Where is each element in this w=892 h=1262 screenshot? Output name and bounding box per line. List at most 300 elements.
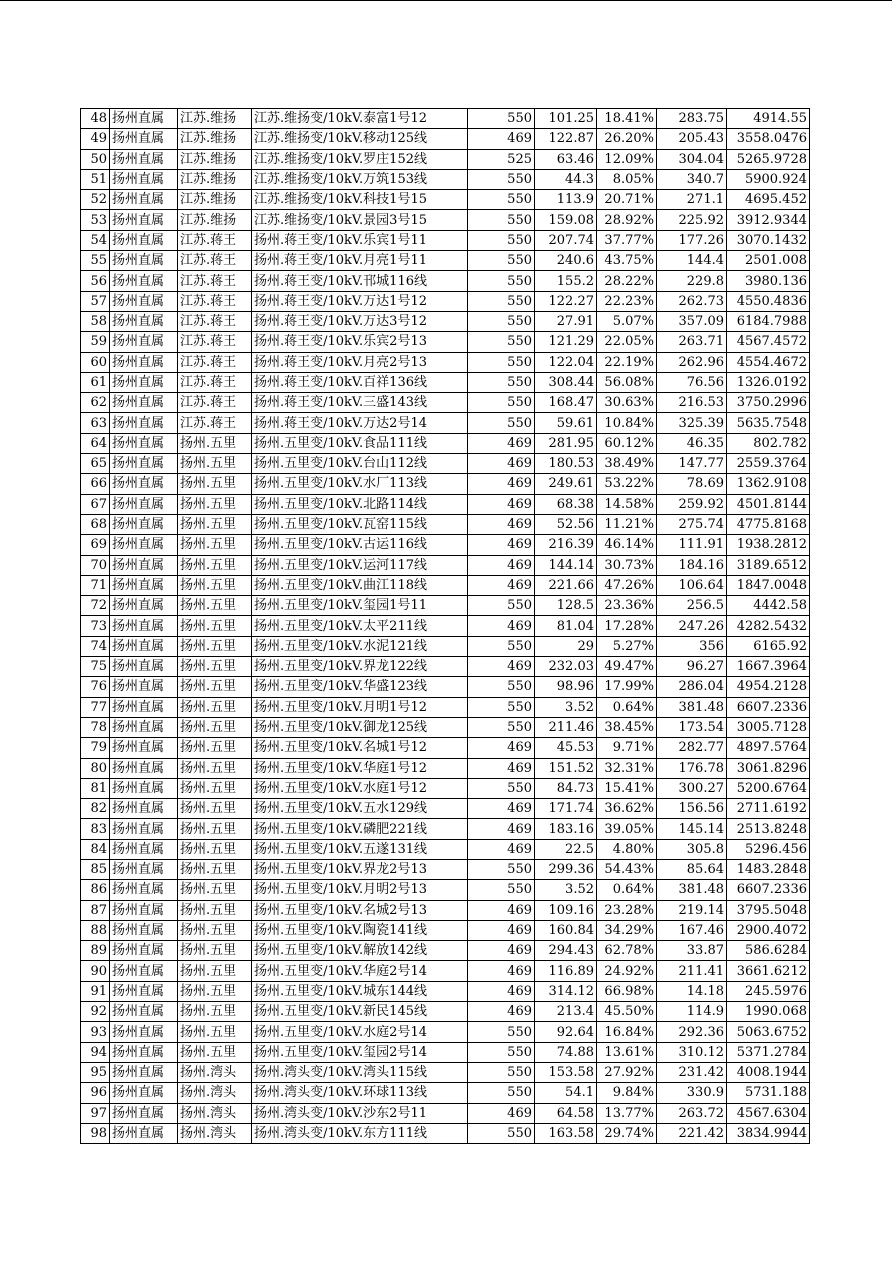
- table-row: [81, 1022, 810, 1042]
- line-name-cell: 扬州.五里变/10kV.名城2号13: [252, 900, 468, 920]
- row-index-cell: 53: [81, 210, 110, 230]
- company-cell: 扬州直属: [110, 109, 178, 129]
- table-row: [81, 1062, 810, 1082]
- line-name-cell: 扬州.五里变/10kV.玺园1号11: [252, 596, 468, 616]
- line-name-cell: 扬州.五里变/10kV.城东144线: [252, 981, 468, 1001]
- capacity-cell: 469: [468, 1002, 535, 1022]
- company-cell: 扬州直属: [110, 190, 178, 210]
- load-cell: 116.89: [535, 961, 597, 981]
- row-index-cell: 95: [81, 1062, 110, 1082]
- capacity-cell: 550: [468, 291, 535, 311]
- substation-cell: 扬州.五里: [178, 494, 252, 514]
- remaining-cell: 78.69: [657, 474, 727, 494]
- load-rate-cell: 38.45%: [597, 717, 657, 737]
- load-rate-cell: 36.62%: [597, 799, 657, 819]
- capacity-cell: 550: [468, 109, 535, 129]
- load-cell: 299.36: [535, 859, 597, 879]
- table-row: [81, 1123, 810, 1143]
- row-index-cell: 55: [81, 251, 110, 271]
- table-row: [81, 535, 810, 555]
- row-index-cell: 98: [81, 1123, 110, 1143]
- remaining-cell: 145.14: [657, 819, 727, 839]
- row-index-cell: 94: [81, 1042, 110, 1062]
- substation-cell: 江苏.蒋王: [178, 271, 252, 291]
- value-cell: 4501.8144: [727, 494, 810, 514]
- value-cell: 4914.55: [727, 109, 810, 129]
- substation-cell: 江苏.维扬: [178, 210, 252, 230]
- load-rate-cell: 10.84%: [597, 413, 657, 433]
- load-cell: 29: [535, 636, 597, 656]
- table-row: [81, 859, 810, 879]
- load-cell: 308.44: [535, 372, 597, 392]
- value-cell: 6607.2336: [727, 880, 810, 900]
- line-name-cell: 扬州.蒋王变/10kV.万达1号12: [252, 291, 468, 311]
- substation-cell: 扬州.湾头: [178, 1103, 252, 1123]
- company-cell: 扬州直属: [110, 332, 178, 352]
- row-index-cell: 57: [81, 291, 110, 311]
- load-cell: 64.58: [535, 1103, 597, 1123]
- substation-cell: 扬州.五里: [178, 636, 252, 656]
- load-rate-cell: 13.77%: [597, 1103, 657, 1123]
- line-name-cell: 扬州.五里变/10kV.水厂113线: [252, 474, 468, 494]
- capacity-cell: 469: [468, 616, 535, 636]
- row-index-cell: 49: [81, 129, 110, 149]
- substation-cell: 扬州.五里: [178, 535, 252, 555]
- line-name-cell: 扬州.五里变/10kV.名城1号12: [252, 738, 468, 758]
- table-row: [81, 352, 810, 372]
- remaining-cell: 275.74: [657, 514, 727, 534]
- table-row: [81, 1002, 810, 1022]
- load-cell: 122.87: [535, 129, 597, 149]
- line-name-cell: 扬州.五里变/10kV.界龙122线: [252, 657, 468, 677]
- capacity-cell: 550: [468, 372, 535, 392]
- value-cell: 6165.92: [727, 636, 810, 656]
- value-cell: 1667.3964: [727, 657, 810, 677]
- row-index-cell: 56: [81, 271, 110, 291]
- remaining-cell: 205.43: [657, 129, 727, 149]
- substation-cell: 扬州.五里: [178, 474, 252, 494]
- company-cell: 扬州直属: [110, 372, 178, 392]
- line-name-cell: 扬州.蒋王变/10kV.乐宾2号13: [252, 332, 468, 352]
- capacity-cell: 469: [468, 433, 535, 453]
- substation-cell: 江苏.蒋王: [178, 393, 252, 413]
- capacity-cell: 550: [468, 169, 535, 189]
- table-row: [81, 636, 810, 656]
- table-row: [81, 738, 810, 758]
- row-index-cell: 67: [81, 494, 110, 514]
- company-cell: 扬州直属: [110, 575, 178, 595]
- row-index-cell: 79: [81, 738, 110, 758]
- table-row: [81, 1042, 810, 1062]
- substation-cell: 江苏.蒋王: [178, 230, 252, 250]
- capacity-cell: 550: [468, 210, 535, 230]
- substation-cell: 江苏.维扬: [178, 169, 252, 189]
- company-cell: 扬州直属: [110, 555, 178, 575]
- load-rate-cell: 23.28%: [597, 900, 657, 920]
- company-cell: 扬州直属: [110, 839, 178, 859]
- load-cell: 249.61: [535, 474, 597, 494]
- load-cell: 183.16: [535, 819, 597, 839]
- table-row: [81, 1103, 810, 1123]
- line-name-cell: 扬州.蒋王变/10kV.邗城116线: [252, 271, 468, 291]
- load-cell: 3.52: [535, 880, 597, 900]
- remaining-cell: 247.26: [657, 616, 727, 636]
- capacity-cell: 469: [468, 839, 535, 859]
- remaining-cell: 357.09: [657, 311, 727, 331]
- load-cell: 232.03: [535, 657, 597, 677]
- line-name-cell: 扬州.五里变/10kV.五水129线: [252, 799, 468, 819]
- substation-cell: 扬州.五里: [178, 981, 252, 1001]
- load-cell: 22.5: [535, 839, 597, 859]
- row-index-cell: 78: [81, 717, 110, 737]
- line-name-cell: 江苏.维扬变/10kV.万筑153线: [252, 169, 468, 189]
- capacity-cell: 550: [468, 251, 535, 271]
- load-cell: 68.38: [535, 494, 597, 514]
- line-name-cell: 扬州.五里变/10kV.水泥121线: [252, 636, 468, 656]
- remaining-cell: 283.75: [657, 109, 727, 129]
- company-cell: 扬州直属: [110, 677, 178, 697]
- company-cell: 扬州直属: [110, 1083, 178, 1103]
- remaining-cell: 177.26: [657, 230, 727, 250]
- row-index-cell: 58: [81, 311, 110, 331]
- company-cell: 扬州直属: [110, 433, 178, 453]
- capacity-cell: 550: [468, 332, 535, 352]
- value-cell: 3005.7128: [727, 717, 810, 737]
- capacity-cell: 469: [468, 941, 535, 961]
- company-cell: 扬州直属: [110, 291, 178, 311]
- value-cell: 3189.6512: [727, 555, 810, 575]
- load-rate-cell: 34.29%: [597, 920, 657, 940]
- load-rate-cell: 0.64%: [597, 697, 657, 717]
- substation-cell: 江苏.蒋王: [178, 413, 252, 433]
- row-index-cell: 70: [81, 555, 110, 575]
- line-name-cell: 扬州.蒋王变/10kV.万达2号14: [252, 413, 468, 433]
- line-name-cell: 扬州.五里变/10kV.界龙2号13: [252, 859, 468, 879]
- remaining-cell: 225.92: [657, 210, 727, 230]
- line-name-cell: 扬州.五里变/10kV.月明2号13: [252, 880, 468, 900]
- capacity-cell: 550: [468, 1083, 535, 1103]
- load-cell: 211.46: [535, 717, 597, 737]
- remaining-cell: 114.9: [657, 1002, 727, 1022]
- load-cell: 121.29: [535, 332, 597, 352]
- load-cell: 144.14: [535, 555, 597, 575]
- substation-cell: 江苏.蒋王: [178, 251, 252, 271]
- load-cell: 44.3: [535, 169, 597, 189]
- capacity-cell: 550: [468, 393, 535, 413]
- remaining-cell: 96.27: [657, 657, 727, 677]
- row-index-cell: 88: [81, 920, 110, 940]
- substation-cell: 扬州.五里: [178, 555, 252, 575]
- capacity-cell: 550: [468, 859, 535, 879]
- table-row: [81, 291, 810, 311]
- remaining-cell: 229.8: [657, 271, 727, 291]
- line-name-cell: 扬州.湾头变/10kV.沙东2号11: [252, 1103, 468, 1123]
- substation-cell: 扬州.五里: [178, 900, 252, 920]
- value-cell: 4282.5432: [727, 616, 810, 636]
- load-cell: 153.58: [535, 1062, 597, 1082]
- line-name-cell: 江苏.维扬变/10kV.泰富1号12: [252, 109, 468, 129]
- load-cell: 216.39: [535, 535, 597, 555]
- row-index-cell: 64: [81, 433, 110, 453]
- remaining-cell: 85.64: [657, 859, 727, 879]
- load-cell: 160.84: [535, 920, 597, 940]
- value-cell: 4567.4572: [727, 332, 810, 352]
- load-cell: 155.2: [535, 271, 597, 291]
- table-row: [81, 920, 810, 940]
- load-rate-cell: 4.80%: [597, 839, 657, 859]
- line-name-cell: 扬州.五里变/10kV.运河117线: [252, 555, 468, 575]
- load-rate-cell: 13.61%: [597, 1042, 657, 1062]
- remaining-cell: 263.71: [657, 332, 727, 352]
- remaining-cell: 259.92: [657, 494, 727, 514]
- remaining-cell: 330.9: [657, 1083, 727, 1103]
- value-cell: 586.6284: [727, 941, 810, 961]
- table-row: [81, 677, 810, 697]
- company-cell: 扬州直属: [110, 758, 178, 778]
- company-cell: 扬州直属: [110, 271, 178, 291]
- load-rate-cell: 53.22%: [597, 474, 657, 494]
- load-rate-cell: 9.84%: [597, 1083, 657, 1103]
- substation-cell: 扬州.五里: [178, 657, 252, 677]
- load-cell: 168.47: [535, 393, 597, 413]
- value-cell: 4008.1944: [727, 1062, 810, 1082]
- remaining-cell: 310.12: [657, 1042, 727, 1062]
- value-cell: 3980.136: [727, 271, 810, 291]
- table-row: [81, 697, 810, 717]
- capacity-cell: 469: [468, 129, 535, 149]
- load-cell: 3.52: [535, 697, 597, 717]
- line-name-cell: 扬州.蒋王变/10kV.百祥136线: [252, 372, 468, 392]
- row-index-cell: 74: [81, 636, 110, 656]
- company-cell: 扬州直属: [110, 1022, 178, 1042]
- company-cell: 扬州直属: [110, 717, 178, 737]
- company-cell: 扬州直属: [110, 636, 178, 656]
- capacity-cell: 550: [468, 636, 535, 656]
- table-row: [81, 514, 810, 534]
- line-name-cell: 扬州.蒋王变/10kV.万达3号12: [252, 311, 468, 331]
- capacity-cell: 469: [468, 1103, 535, 1123]
- capacity-cell: 550: [468, 1022, 535, 1042]
- load-rate-cell: 62.78%: [597, 941, 657, 961]
- load-rate-cell: 54.43%: [597, 859, 657, 879]
- substation-cell: 扬州.五里: [178, 514, 252, 534]
- load-cell: 180.53: [535, 454, 597, 474]
- substation-cell: 扬州.湾头: [178, 1083, 252, 1103]
- row-index-cell: 90: [81, 961, 110, 981]
- table-row: [81, 271, 810, 291]
- remaining-cell: 216.53: [657, 393, 727, 413]
- load-cell: 54.1: [535, 1083, 597, 1103]
- value-cell: 1938.2812: [727, 535, 810, 555]
- load-rate-cell: 24.92%: [597, 961, 657, 981]
- table-row: [81, 981, 810, 1001]
- table-row: [81, 169, 810, 189]
- load-cell: 207.74: [535, 230, 597, 250]
- remaining-cell: 262.96: [657, 352, 727, 372]
- remaining-cell: 271.1: [657, 190, 727, 210]
- remaining-cell: 286.04: [657, 677, 727, 697]
- table-row: [81, 616, 810, 636]
- load-rate-cell: 66.98%: [597, 981, 657, 1001]
- value-cell: 2559.3764: [727, 454, 810, 474]
- load-rate-cell: 8.05%: [597, 169, 657, 189]
- table-row: [81, 778, 810, 798]
- value-cell: 4775.8168: [727, 514, 810, 534]
- line-name-cell: 扬州.蒋王变/10kV.月亮1号11: [252, 251, 468, 271]
- remaining-cell: 219.14: [657, 900, 727, 920]
- load-rate-cell: 22.19%: [597, 352, 657, 372]
- company-cell: 扬州直属: [110, 920, 178, 940]
- value-cell: 2900.4072: [727, 920, 810, 940]
- row-index-cell: 96: [81, 1083, 110, 1103]
- table-body: [81, 109, 810, 1144]
- row-index-cell: 93: [81, 1022, 110, 1042]
- line-name-cell: 扬州.蒋王变/10kV.乐宾1号11: [252, 230, 468, 250]
- row-index-cell: 83: [81, 819, 110, 839]
- load-rate-cell: 16.84%: [597, 1022, 657, 1042]
- line-name-cell: 扬州.五里变/10kV.五遂131线: [252, 839, 468, 859]
- line-name-cell: 扬州.湾头变/10kV.湾头115线: [252, 1062, 468, 1082]
- substation-cell: 扬州.五里: [178, 778, 252, 798]
- load-cell: 213.4: [535, 1002, 597, 1022]
- company-cell: 扬州直属: [110, 859, 178, 879]
- company-cell: 扬州直属: [110, 1123, 178, 1143]
- substation-cell: 扬州.湾头: [178, 1123, 252, 1143]
- table-row: [81, 941, 810, 961]
- value-cell: 6184.7988: [727, 311, 810, 331]
- remaining-cell: 292.36: [657, 1022, 727, 1042]
- company-cell: 扬州直属: [110, 352, 178, 372]
- substation-cell: 扬州.五里: [178, 575, 252, 595]
- row-index-cell: 81: [81, 778, 110, 798]
- line-name-cell: 扬州.五里变/10kV.曲江118线: [252, 575, 468, 595]
- capacity-cell: 469: [468, 454, 535, 474]
- capacity-cell: 469: [468, 981, 535, 1001]
- value-cell: 3834.9944: [727, 1123, 810, 1143]
- row-index-cell: 86: [81, 880, 110, 900]
- value-cell: 1483.2848: [727, 859, 810, 879]
- load-cell: 101.25: [535, 109, 597, 129]
- line-name-cell: 扬州.五里变/10kV.玺园2号14: [252, 1042, 468, 1062]
- row-index-cell: 61: [81, 372, 110, 392]
- substation-cell: 扬州.五里: [178, 859, 252, 879]
- company-cell: 扬州直属: [110, 900, 178, 920]
- load-rate-cell: 11.21%: [597, 514, 657, 534]
- load-cell: 163.58: [535, 1123, 597, 1143]
- substation-cell: 扬州.五里: [178, 454, 252, 474]
- remaining-cell: 340.7: [657, 169, 727, 189]
- load-cell: 122.27: [535, 291, 597, 311]
- load-rate-cell: 37.77%: [597, 230, 657, 250]
- company-cell: 扬州直属: [110, 778, 178, 798]
- remaining-cell: 231.42: [657, 1062, 727, 1082]
- value-cell: 4554.4672: [727, 352, 810, 372]
- row-index-cell: 60: [81, 352, 110, 372]
- load-rate-cell: 17.28%: [597, 616, 657, 636]
- substation-cell: 扬州.五里: [178, 941, 252, 961]
- load-cell: 128.5: [535, 596, 597, 616]
- value-cell: 3795.5048: [727, 900, 810, 920]
- company-cell: 扬州直属: [110, 535, 178, 555]
- row-index-cell: 51: [81, 169, 110, 189]
- company-cell: 扬州直属: [110, 799, 178, 819]
- row-index-cell: 92: [81, 1002, 110, 1022]
- load-rate-cell: 17.99%: [597, 677, 657, 697]
- table-row: [81, 454, 810, 474]
- row-index-cell: 84: [81, 839, 110, 859]
- page-top-border: [0, 0, 892, 1]
- row-index-cell: 52: [81, 190, 110, 210]
- remaining-cell: 381.48: [657, 880, 727, 900]
- value-cell: 3070.1432: [727, 230, 810, 250]
- substation-cell: 扬州.湾头: [178, 1062, 252, 1082]
- load-cell: 52.56: [535, 514, 597, 534]
- load-rate-cell: 23.36%: [597, 596, 657, 616]
- capacity-cell: 550: [468, 230, 535, 250]
- load-cell: 27.91: [535, 311, 597, 331]
- remaining-cell: 305.8: [657, 839, 727, 859]
- line-name-cell: 扬州.五里变/10kV.解放142线: [252, 941, 468, 961]
- load-cell: 159.08: [535, 210, 597, 230]
- value-cell: 5265.9728: [727, 149, 810, 169]
- remaining-cell: 33.87: [657, 941, 727, 961]
- company-cell: 扬州直属: [110, 413, 178, 433]
- table-row: [81, 474, 810, 494]
- load-rate-cell: 22.23%: [597, 291, 657, 311]
- value-cell: 3750.2996: [727, 393, 810, 413]
- capacity-cell: 550: [468, 311, 535, 331]
- load-rate-cell: 43.75%: [597, 251, 657, 271]
- table-row: [81, 657, 810, 677]
- line-name-cell: 扬州.五里变/10kV.水庭2号14: [252, 1022, 468, 1042]
- company-cell: 扬州直属: [110, 474, 178, 494]
- substation-cell: 扬州.五里: [178, 758, 252, 778]
- company-cell: 扬州直属: [110, 616, 178, 636]
- table-row: [81, 900, 810, 920]
- load-cell: 92.64: [535, 1022, 597, 1042]
- row-index-cell: 68: [81, 514, 110, 534]
- line-name-cell: 扬州.五里变/10kV.新民145线: [252, 1002, 468, 1022]
- value-cell: 2711.6192: [727, 799, 810, 819]
- capacity-cell: 550: [468, 596, 535, 616]
- line-name-cell: 扬州.五里变/10kV.磷肥221线: [252, 819, 468, 839]
- capacity-cell: 469: [468, 799, 535, 819]
- load-rate-cell: 27.92%: [597, 1062, 657, 1082]
- line-name-cell: 扬州.五里变/10kV.太平211线: [252, 616, 468, 636]
- capacity-cell: 469: [468, 575, 535, 595]
- line-name-cell: 扬州.五里变/10kV.华庭2号14: [252, 961, 468, 981]
- company-cell: 扬州直属: [110, 311, 178, 331]
- remaining-cell: 211.41: [657, 961, 727, 981]
- remaining-cell: 176.78: [657, 758, 727, 778]
- remaining-cell: 263.72: [657, 1103, 727, 1123]
- remaining-cell: 304.04: [657, 149, 727, 169]
- row-index-cell: 59: [81, 332, 110, 352]
- load-rate-cell: 26.20%: [597, 129, 657, 149]
- line-name-cell: 扬州.五里变/10kV.食品111线: [252, 433, 468, 453]
- substation-cell: 江苏.蒋王: [178, 332, 252, 352]
- row-index-cell: 85: [81, 859, 110, 879]
- substation-cell: 江苏.维扬: [178, 129, 252, 149]
- capacity-cell: 550: [468, 677, 535, 697]
- line-name-cell: 扬州.五里变/10kV.瓦窑115线: [252, 514, 468, 534]
- capacity-cell: 550: [468, 1062, 535, 1082]
- row-index-cell: 69: [81, 535, 110, 555]
- load-cell: 122.04: [535, 352, 597, 372]
- company-cell: 扬州直属: [110, 941, 178, 961]
- remaining-cell: 106.64: [657, 575, 727, 595]
- load-rate-cell: 46.14%: [597, 535, 657, 555]
